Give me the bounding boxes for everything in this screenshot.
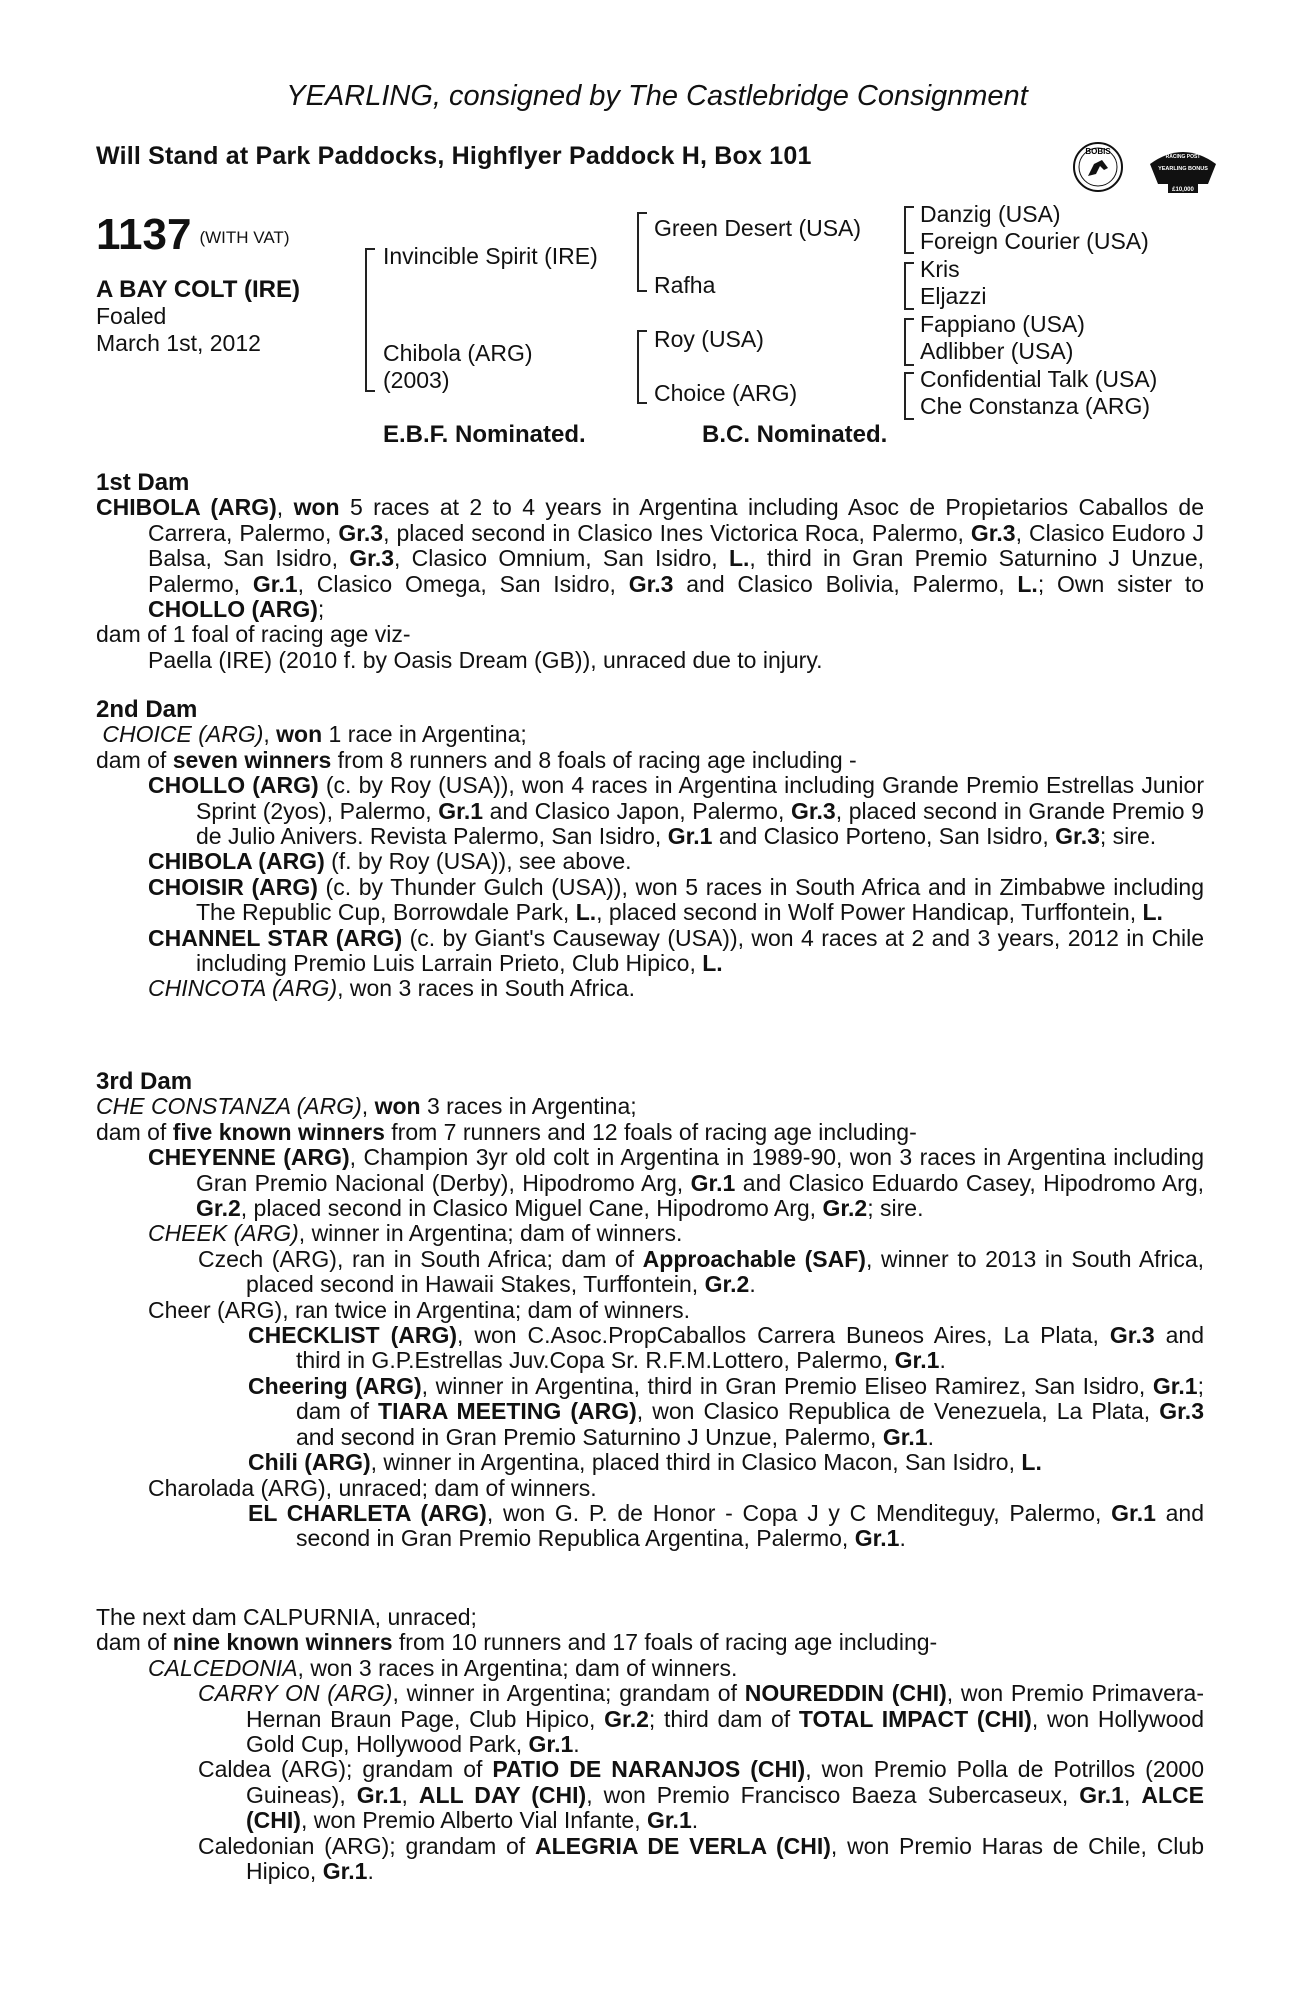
ped-dam-year: (2003) — [383, 367, 450, 393]
second-dam-section — [96, 697, 1204, 1002]
logos — [1058, 134, 1228, 204]
produce-cheering: Cheering (ARG), winner in Argentina, third in Gran Premio Eliseo Ramirez, San Isidro, Gr.1; dam of TIARA MEETING (ARG), won Clasico Republica de Venezuela, La Plata, Gr.3 and second in Gran Premio Saturnino J Unzue, Palermo, Gr.1. — [248, 1372, 1204, 1450]
produce-el-charleta: EL CHARLETA (ARG), won G. P. de Honor - Copa J y C Menditeguy, Palermo, Gr.1 and second in Gran Premio Republica Argentina, Palermo, Gr.1. — [248, 1499, 1205, 1552]
third-dam-record: CHE CONSTANZA (ARG), won 3 races in Argentina; — [96, 1093, 637, 1120]
ped-ssd: Foreign Courier (USA) — [920, 228, 1149, 254]
ped-ds: Roy (USA) — [654, 326, 764, 352]
section-heading-third-dam: 3rd Dam — [96, 1068, 193, 1095]
ped-sdd: Eljazzi — [920, 283, 987, 309]
produce-cheek: CHEEK (ARG), winner in Argentina; dam of winners. — [148, 1220, 683, 1247]
produce-checklist: CHECKLIST (ARG), won C.Asoc.PropCaballos Carrera Buneos Aires, La Plata, Gr.3 and third in G.P.Estrellas Juv.Copa Sr. R.F.M.Lottero, Palermo, Gr.1. — [248, 1322, 1204, 1374]
bobis-text: BOBIS — [1085, 147, 1111, 156]
produce-calcedonia: CALCEDONIA, won 3 races in Argentina; dam of winners. — [148, 1654, 738, 1681]
produce-carry-on: CARRY ON (ARG), winner in Argentina; grandam of NOUREDDIN (CHI), won Premio Primavera-Hernan Braun Page, Club Hipico, Gr.2; third dam of TOTAL IMPACT (CHI), won Hollywood Gold Cup, Hollywood Park, Gr.1. — [198, 1680, 1204, 1758]
third-dam-summary: dam of five known winners from 7 runners and 12 foals of racing age including- — [96, 1118, 917, 1145]
yearling-bonus-logo-icon — [1150, 152, 1216, 193]
ped-sd: Rafha — [654, 272, 716, 298]
section-heading-second-dam: 2nd Dam — [96, 696, 198, 723]
ped-dss: Fappiano (USA) — [920, 311, 1085, 337]
first-dam-record: CHIBOLA (ARG), won 5 races at 2 to 4 years in Argentina including Asoc de Propietarios Caballos de Carrera, Palermo, Gr.3, placed second in Clasico Ines Victorica Roca, Palermo, Gr.3, Clasico Eudoro J Balsa, San Isidro, Gr.3, Clasico Omnium, San Isidro, L., third in Gran Premio Saturnino J Unzue, Palermo, Gr.1, Clasico Omega, San Isidro, Gr.3 and Clasico Bolivia, Palermo, L.; Own sister to CHOLLO (ARG); — [96, 494, 1205, 623]
foaled-date: March 1st, 2012 — [96, 330, 261, 356]
first-dam-foals: dam of 1 foal of racing age viz- — [96, 621, 411, 648]
brace-ds — [904, 318, 914, 366]
first-dam-section — [96, 470, 1204, 673]
stand-location: Will Stand at Park Paddocks, Highflyer Paddock H, Box 101 — [96, 142, 812, 170]
foaled-label: Foaled — [96, 303, 167, 329]
ped-sire: Invincible Spirit (IRE) — [383, 243, 598, 269]
foal-paella: Paella (IRE) (2010 f. by Oasis Dream (GB)), unraced due to injury. — [148, 646, 823, 673]
produce-caledonian: Caledonian (ARG); grandam of ALEGRIA DE VERLA (CHI), won Premio Haras de Chile, Club Hipico, Gr.1. — [198, 1832, 1205, 1885]
brace-dd — [904, 372, 914, 420]
second-dam-summary: dam of seven winners from 8 runners and 8 foals of racing age including - — [96, 746, 857, 773]
ped-dd: Choice (ARG) — [654, 380, 798, 406]
ped-sds: Kris — [920, 256, 960, 282]
bobis-logo-icon — [1074, 143, 1122, 191]
produce-chincota: CHINCOTA (ARG), won 3 races in South Africa. — [148, 975, 635, 1002]
ped-dds: Confidential Talk (USA) — [920, 366, 1158, 392]
produce-channel-star: CHANNEL STAR (ARG) (c. by Giant's Causeway (USA)), won 4 races at 2 and 3 years, 2012 in Chile including Premio Luis Larrain Prieto, Club Hipico, L. — [148, 924, 1204, 977]
next-dam-record: The next dam CALPURNIA, unraced; — [96, 1604, 477, 1630]
ped-ddd: Che Constanza (ARG) — [920, 393, 1151, 419]
second-dam-record: CHOICE (ARG), won 1 race in Argentina; — [102, 721, 527, 748]
produce-chollo: CHOLLO (ARG) (c. by Roy (USA)), won 4 races in Argentina including Grande Premio Estrellas Junior Sprint (2yos), Palermo, Gr.1 and Clasico Japon, Palermo, Gr.3, placed second in Grande Premio 9 de Julio Anivers. Revista Palermo, San Isidro, Gr.1 and Clasico Porteno, San Isidro, Gr.3; sire. — [148, 772, 1205, 850]
bc-nominated: B.C. Nominated. — [702, 421, 888, 448]
brace-ss — [904, 206, 914, 254]
produce-chili: Chili (ARG), winner in Argentina, placed third in Clasico Macon, San Isidro, L. — [248, 1449, 1042, 1476]
ped-dsd: Adlibber (USA) — [920, 338, 1074, 364]
produce-caldea: Caldea (ARG); grandam of PATIO DE NARANJOS (CHI), won Premio Polla de Potrillos (2000 Guineas), Gr.1, ALL DAY (CHI), won Premio Francisco Baeza Subercaseux, Gr.1, ALCE (CHI), won Premio Alberto Vial Infante, Gr.1. — [198, 1756, 1205, 1834]
brace-main — [365, 248, 375, 392]
brace-sire — [637, 212, 647, 292]
brace-sd — [904, 262, 914, 310]
lot-name: A BAY COLT (IRE) — [96, 276, 301, 303]
next-dam-summary: dam of nine known winners from 10 runners and 17 foals of racing age including- — [96, 1629, 938, 1656]
produce-czech: Czech (ARG), ran in South Africa; dam of Approachable (SAF), winner to 2013 in South Africa, placed second in Hawaii Stakes, Turffontein, Gr.2. — [198, 1245, 1205, 1298]
produce-charolada: Charolada (ARG), unraced; dam of winners. — [148, 1474, 597, 1501]
brace-dam — [637, 330, 647, 404]
ped-dam: Chibola (ARG) — [383, 340, 533, 366]
produce-cheer: Cheer (ARG), ran twice in Argentina; dam of winners. — [148, 1296, 691, 1323]
svg-text:£10,000: £10,000 — [1172, 187, 1194, 193]
svg-text:YEARLING BONUS: YEARLING BONUS — [1158, 166, 1208, 172]
lot-info — [96, 276, 300, 357]
ped-ss: Green Desert (USA) — [654, 215, 862, 241]
vat-label: (WITH VAT) — [199, 228, 290, 247]
next-dam-section — [96, 1605, 1204, 1884]
ped-sss: Danzig (USA) — [920, 201, 1061, 227]
page-heading: YEARLING, consigned by The Castlebridge Consignment — [286, 80, 1028, 112]
svg-text:RACING POST: RACING POST — [1165, 154, 1201, 160]
third-dam-section — [96, 1069, 1204, 1552]
ebf-nominated: E.B.F. Nominated. — [383, 421, 586, 448]
produce-choisir: CHOISIR (ARG) (c. by Thunder Gulch (USA)), won 5 races in South Africa and in Zimbabwe including The Republic Cup, Borrowdale Park, L., placed second in Wolf Power Handicap, Turffontein, L. — [148, 873, 1204, 926]
produce-chibola: CHIBOLA (ARG) (f. by Roy (USA)), see above. — [148, 848, 632, 875]
lot-number: 1137 (WITH VAT) — [96, 210, 290, 259]
produce-cheyenne: CHEYENNE (ARG), Champion 3yr old colt in Argentina in 1989-90, won 3 races in Argentina including Gran Premio Nacional (Derby), Hipodromo Arg, Gr.1 and Clasico Eduardo Casey, Hipodromo Arg, Gr.2, placed second in Clasico Miguel Cane, Hipodromo Arg, Gr.2; sire. — [148, 1144, 1204, 1222]
section-heading-first-dam: 1st Dam — [96, 469, 190, 496]
